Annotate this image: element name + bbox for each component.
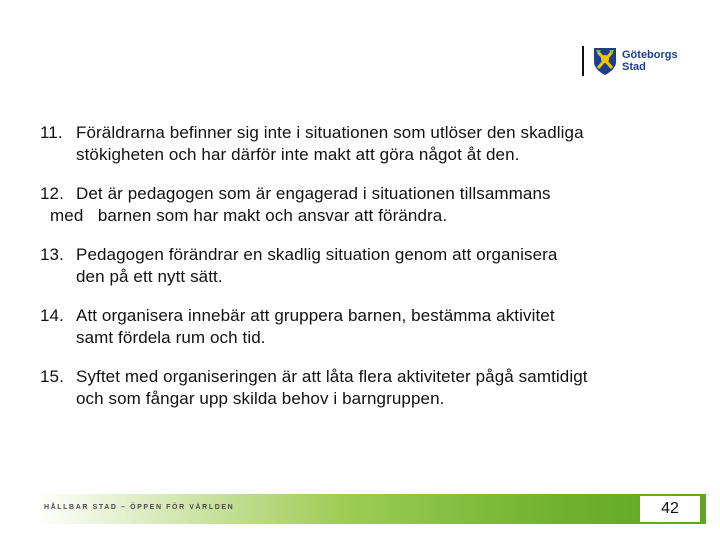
item-number: 15. [40, 367, 64, 386]
item-number: 14. [40, 306, 64, 325]
goteborgs-stad-logo [592, 46, 678, 76]
logo-line-1: Göteborgs [622, 49, 678, 61]
item-text-line-2: och som fångar upp skilda behov i barngruppen. [76, 389, 445, 408]
item-text-line-2: samt fördela rum och tid. [76, 328, 266, 347]
list-item [40, 366, 700, 410]
item-text-line-2: den på ett nytt sätt. [76, 267, 223, 286]
item-text-line-2: stökigheten och har därför inte makt att göra något åt den. [76, 145, 520, 164]
logo-line-2: Stad [622, 61, 646, 73]
numbered-list [40, 122, 700, 427]
footer-slogan: HÅLLBAR STAD – ÖPPEN FÖR VÄRLDEN [44, 504, 235, 511]
item-text-line-2: med barnen som har makt och ansvar att förändra. [50, 206, 448, 225]
list-item [40, 305, 700, 349]
city-crest-icon [592, 46, 618, 76]
item-number: 12. [40, 184, 64, 203]
list-item [40, 244, 700, 288]
item-text-line-1: Pedagogen förändrar en skadlig situation genom att organisera [76, 245, 558, 264]
logo-wordmark [622, 49, 678, 73]
logo-divider [582, 46, 584, 76]
item-text-line-1: Föräldrarna befinner sig inte i situationen som utlöser den skadliga [76, 123, 584, 142]
item-text-line-1: Att organisera innebär att gruppera barnen, bestämma aktivitet [76, 306, 555, 325]
list-item [40, 183, 700, 227]
item-number: 13. [40, 245, 64, 264]
item-number: 11. [40, 123, 63, 142]
item-text-line-1: Det är pedagogen som är engagerad i situationen tillsammans [76, 184, 551, 203]
item-text-line-1: Syftet med organiseringen är att låta flera aktiviteter pågå samtidigt [76, 367, 588, 386]
page-number: 42 [640, 496, 700, 522]
list-item [40, 122, 700, 166]
footer-banner [36, 494, 706, 524]
